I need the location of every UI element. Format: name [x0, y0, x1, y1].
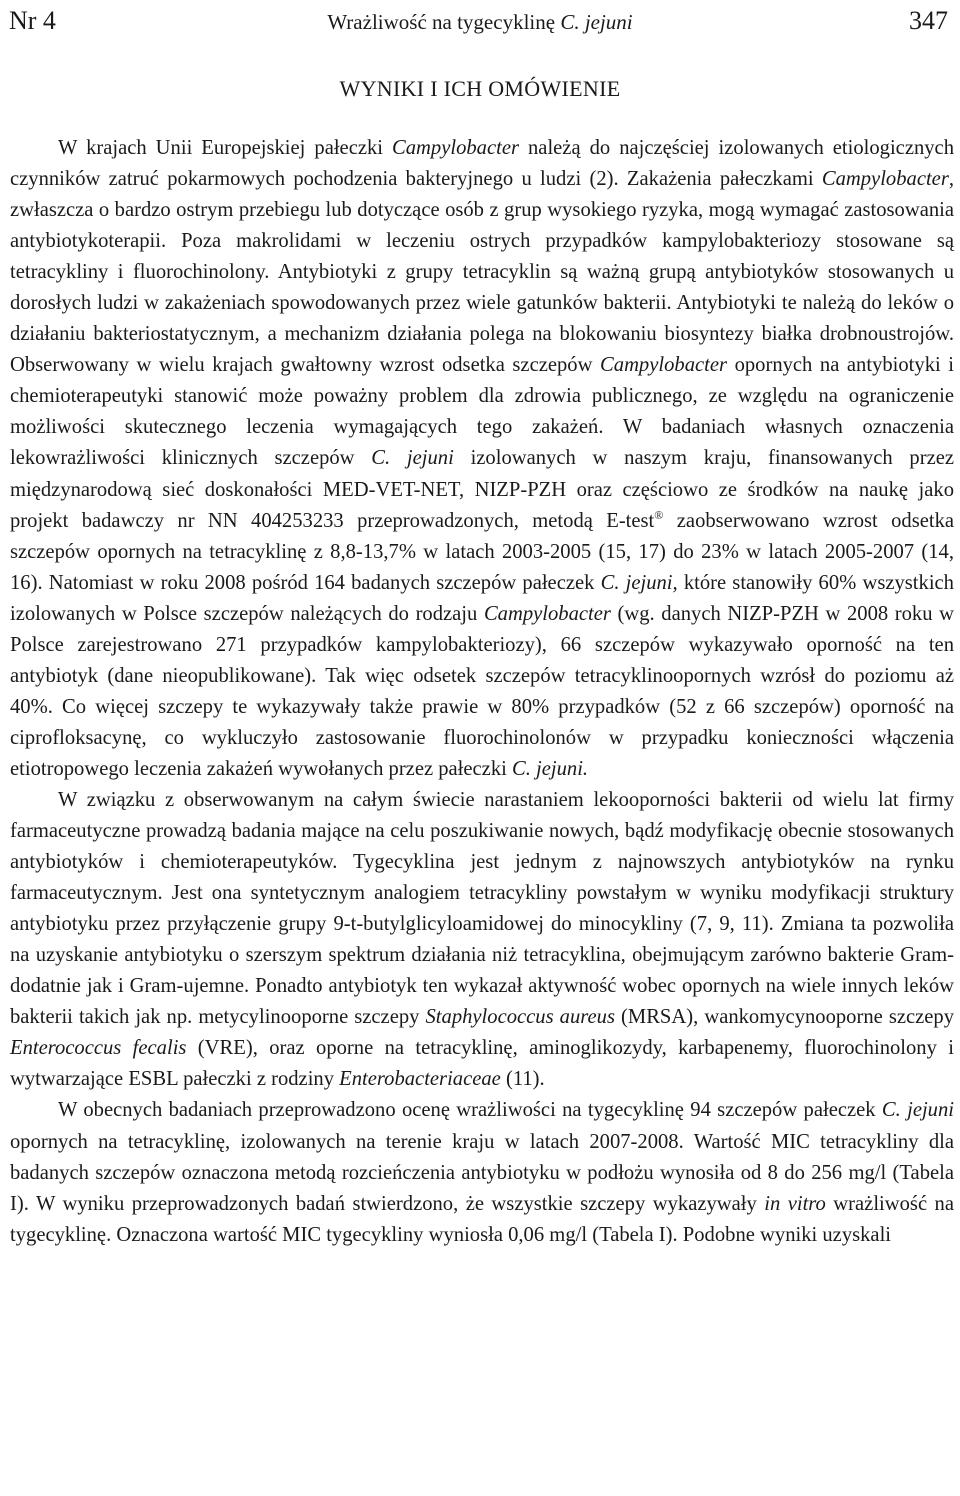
paragraph-1: [10, 133, 954, 785]
running-title-species: C. jejuni: [560, 10, 633, 34]
italic-term: Staphylococcus aureus: [425, 1006, 615, 1029]
italic-term: Campylobacter: [392, 137, 519, 159]
registered-mark: ®: [654, 507, 664, 522]
text-run: wrażliwość na tygecyklinę. Oznaczona wartość MIC tygecykliny wyniosła 0,06 mg/l (Tabela I). Podobne wyniki uzyskali: [10, 1192, 954, 1246]
italic-term: in vitro: [764, 1192, 826, 1215]
text-run: W obecnych badaniach przeprowadzono ocenę wrażliwości na tygecyklinę 94 szczepów pałeczek: [58, 1099, 882, 1122]
italic-term: Campylobacter: [600, 354, 728, 377]
italic-term: Campylobacter: [821, 168, 949, 191]
italic-term: C. jejuni,: [600, 571, 678, 594]
page-header: [0, 6, 960, 42]
text-run: (wg. danych NIZP-PZH w 2008 roku w Polsce zarejestrowano 271 przypadków kampylobakteriozy), 66 szczepów wykazywało oporność na ten antybiotyk (dane nieopublikowane). Tak więc odsetek szczepów tetracyklinoopornych wzrósł do poziomu aż 40%. Co więcej szczepy te wykazywały także prawie w 80% przypadków (52 z 66 szczepów) oporność na ciprofloksacynę, co wykluczyło zastosowanie fluorochinolonów w przypadku konieczności włączenia etiotropowego leczenia zakażeń wywołanych przez pałeczki: [10, 602, 954, 780]
text-run: (MRSA), wankomycynooporne szczepy: [614, 1006, 954, 1029]
running-title-text: Wrażliwość na tygecyklinę: [327, 10, 556, 34]
italic-term: Campylobacter: [483, 602, 611, 625]
paragraph-2: [10, 785, 954, 1095]
paragraph-3: [10, 1095, 954, 1250]
text-run: opornych na antybiotyki i chemioterapeutyki stanowić może poważny problem dla zdrowia publicznego, ze względu na ograniczenie możliwości skutecznego leczenia wymagających tego zakażeń. W badaniach własnych oznaczenia lekowrażliwości klinicznych szczepów: [10, 354, 955, 470]
running-title: [0, 10, 960, 35]
text-run: (VRE), oraz oporne na tetracyklinę, aminoglikozydy, karbapenemy, fluorochinolony i wytwarzające ESBL pałeczki z rodziny: [10, 1037, 954, 1091]
italic-term: C. jejuni: [371, 447, 454, 470]
italic-term: C. jejuni: [881, 1099, 954, 1122]
italic-term: C. jejuni.: [512, 757, 589, 780]
page-number: 347: [909, 6, 948, 35]
text-run: W związku z obserwowanym na całym świecie narastaniem lekooporności bakterii od wielu lat firmy farmaceutyczne prowadzą badania mające na celu poszukiwanie nowych, bądź modyfikację obecnie stosowanych antybiotyków i chemioterapeutyków. Tygecyklina jest jednym z najnowszych antybiotyków na rynku farmaceutycznym. Jest ona syntetycznym analogiem tetracykliny powstałym w wyniku modyfikacji struktury antybiotyku przez przyłączenie grupy 9-t-butylglicyloamidowej do minocykliny (7, 9, 11). Zmiana ta pozwoliła na uzyskanie antybiotyku o szerszym spektrum działania niż tetracyklina, obejmującym zarówno bakterie Gram-dodatnie jak i Gram-ujemne. Ponadto antybiotyk ten wykazał aktywność wobec opornych na wiele innych leków bakterii takich jak np. metycylinooporne szczepy: [10, 788, 954, 1029]
text-run: opornych na tetracyklinę, izolowanych na terenie kraju w latach 2007-2008. Wartość MIC tetracykliny dla badanych szczepów oznaczona metodą rozcieńczenia antybiotyku w podłożu wynosiła od 8 do 256 mg/l (Tabela I). W wyniku przeprowadzonych badań stwierdzono, że wszystkie szczepy wykazywały: [10, 1130, 954, 1215]
text-run: , zwłaszcza o bardzo ostrym przebiegu lub dotyczące osób z grup wysokiego ryzyka, mogą wymagać zastosowania antybiotykoterapii. Poza makrolidami w leczeniu ostrych przypadków kampylobakteriozy stosowane są tetracykliny i fluorochinolony. Antybiotyki z grupy tetracyklin są ważną grupą antybiotyków stosowanych u dorosłych ludzi w zakażeniach spowodowanych przez wiele gatunków bakterii. Antybiotyki te należą do leków o działaniu bakteriostatycznym, a mechanizm działania polega na blokowaniu biosyntezy białka drobnoustrojów. Obserwowany w wielu krajach gwałtowny wzrost odsetka szczepów: [10, 168, 954, 377]
text-run: W krajach Unii Europejskiej pałeczki: [58, 137, 393, 159]
section-title: WYNIKI I ICH OMÓWIENIE: [339, 76, 621, 101]
body-text: [10, 133, 954, 1251]
italic-term: Enterobacteriaceae: [339, 1068, 501, 1091]
italic-term: Enterococcus fecalis: [10, 1037, 187, 1060]
text-run: (11).: [500, 1068, 545, 1091]
text-run: izolowanych w naszym kraju, finansowanych przez międzynarodową sieć doskonałości MED-VET-NET, NIZP-PZH oraz częściowo ze środków na naukę jako projekt badawczy nr NN 404253233 przeprowadzonych, metodą E-test: [10, 447, 954, 532]
text-run: które stanowiły 60% wszystkich izolowanych w Polsce szczepów należących do rodzaju: [10, 571, 954, 625]
text-run: zaobserwowano wzrost odsetka szczepów opornych na tetracyklinę z 8,8-13,7% w latach 2003-2005 (15, 17) do 23% w latach 2005-2007 (14, 16). Natomiast w roku 2008 pośród 164 badanych szczepów pałeczek: [10, 509, 955, 594]
issue-number: Nr 4: [9, 6, 56, 35]
text-run: należą do najczęściej izolowanych etiologicznych czynników zatruć pokarmowych pochodzenia bakteryjnego u ludzi (2). Zakażenia pałeczkami: [10, 137, 954, 191]
